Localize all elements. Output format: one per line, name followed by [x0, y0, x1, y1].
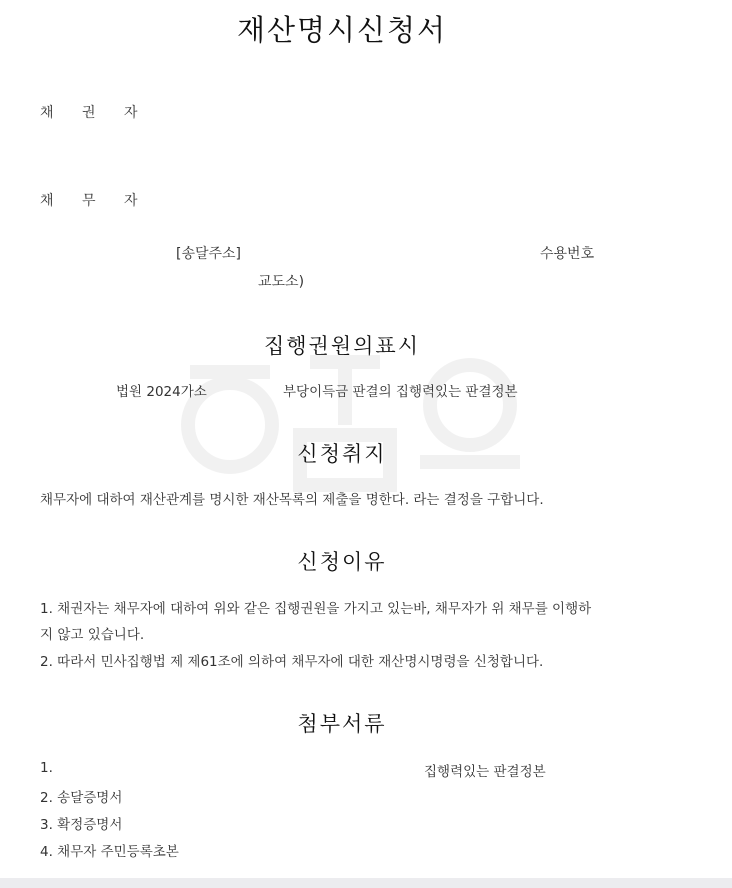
reasons-line-2: 지 않고 있습니다.	[40, 627, 145, 643]
reasons-heading: 신청이유	[297, 550, 387, 574]
reasons-line-3: 2. 따라서 민사집행법 제 제61조에 의하여 채무자에 대한 재산명시명령을 신청합니다.	[40, 654, 544, 670]
attachments-heading: 첨부서류	[297, 712, 387, 736]
attachment-item-1-text: 집행력있는 판결정본	[424, 764, 546, 780]
inmate-number-label: 수용번호	[540, 246, 595, 262]
reasons-line-1: 1. 채권자는 채무자에 대하여 위와 같은 집행권원을 가지고 있는바, 채무자가 위 채무를 이행하	[40, 601, 592, 617]
attachment-item-1-number: 1.	[40, 760, 53, 776]
document-title: 재산명시신청서	[236, 13, 448, 47]
enforcement-description: 부당이득금 판결의 집행력있는 판결정본	[283, 384, 518, 400]
attachment-item-4: 4. 채무자 주민등록초본	[40, 844, 179, 860]
attachment-item-3: 3. 확정증명서	[40, 817, 123, 833]
bottom-scroll-area	[0, 878, 732, 888]
debtor-label: 채 무 자	[40, 193, 150, 209]
attachment-item-2: 2. 송달증명서	[40, 790, 123, 806]
delivery-address-label: [송달주소]	[176, 246, 242, 262]
court-case-text: 법원 2024가소	[116, 384, 207, 400]
purpose-heading: 신청취지	[297, 442, 387, 466]
creditor-label: 채 권 자	[40, 105, 150, 121]
enforcement-title-heading: 집행권원의표시	[263, 334, 420, 358]
purpose-text: 채무자에 대하여 재산관계를 명시한 재산목록의 제출을 명한다. 라는 결정을 구합니다.	[40, 492, 544, 508]
prison-fragment: 교도소)	[258, 274, 305, 290]
